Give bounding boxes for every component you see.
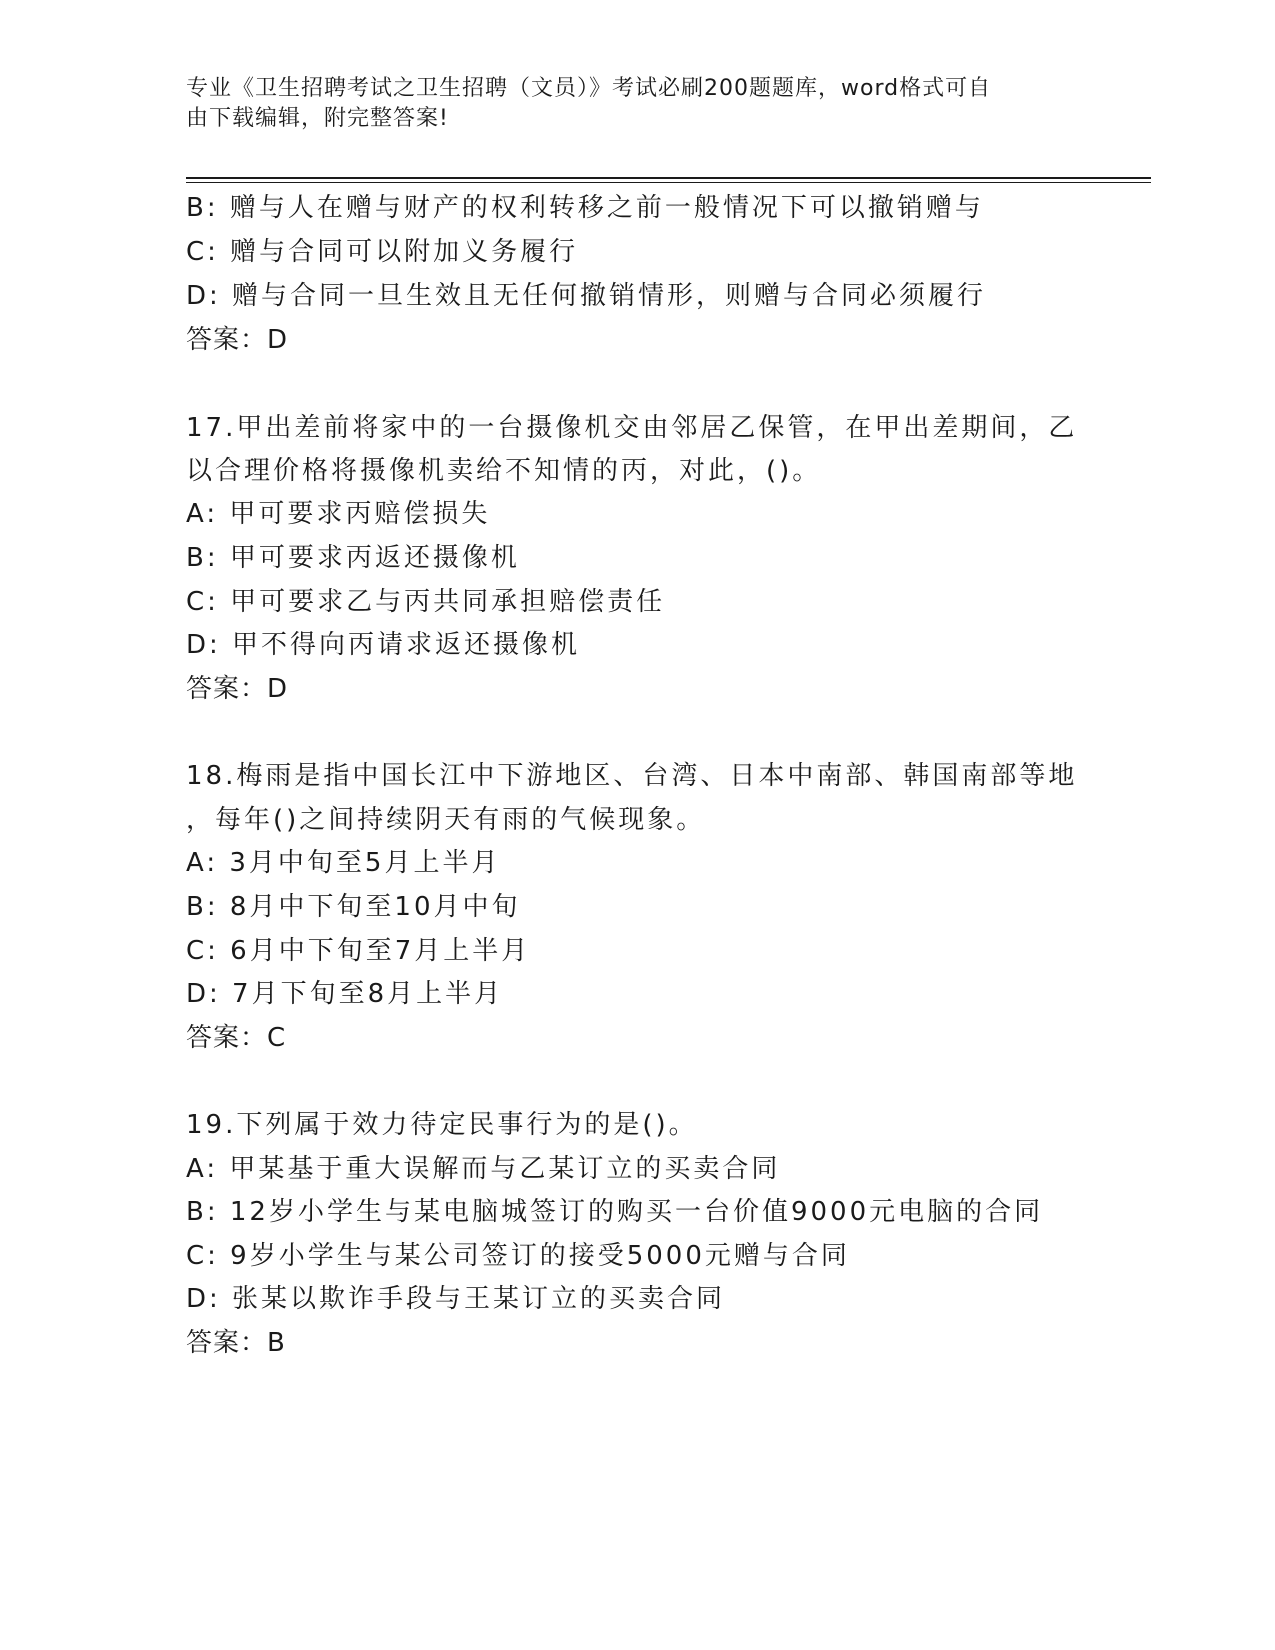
q16-option-d: D: 赠与合同一旦生效且无任何撤销情形，则赠与合同必须履行 — [186, 281, 987, 311]
q17-stem-line-1: 17.甲出差前将家中的一台摄像机交由邻居乙保管，在甲出差期间，乙 — [186, 413, 1078, 443]
q19-option-c: C: 9岁小学生与某公司签订的接受5000元赠与合同 — [186, 1241, 850, 1271]
document-header — [186, 74, 1066, 134]
header-line-2: 由下载编辑，附完整答案! — [186, 106, 449, 131]
q18-option-d: D: 7月下旬至8月上半月 — [186, 979, 504, 1009]
q19-option-d: D: 张某以欺诈手段与王某订立的买卖合同 — [186, 1284, 726, 1314]
q18-option-a: A: 3月中旬至5月上半月 — [186, 848, 501, 878]
header-line-1: 专业《卫生招聘考试之卫生招聘（文员）》考试必刷200题题库，word格式可自 — [186, 76, 992, 101]
q17-option-c: C: 甲可要求乙与丙共同承担赔偿责任 — [186, 587, 666, 617]
q18-option-b: B: 8月中下旬至10月中旬 — [186, 892, 521, 922]
q19-answer: 答案：B — [186, 1328, 286, 1358]
q19-option-a: A: 甲某基于重大误解而与乙某订立的买卖合同 — [186, 1154, 781, 1184]
q17-stem-line-2: 以合理价格将摄像机卖给不知情的丙，对此，()。 — [186, 456, 822, 486]
q18-option-c: C: 6月中下旬至7月上半月 — [186, 936, 531, 966]
q18-answer: 答案：C — [186, 1023, 287, 1053]
q17-answer: 答案：D — [186, 674, 289, 704]
q16-option-c: C: 赠与合同可以附加义务履行 — [186, 237, 579, 267]
q18-stem-line-2: ，每年()之间持续阴天有雨的气候现象。 — [186, 805, 706, 835]
q16-option-b: B: 赠与人在赠与财产的权利转移之前一般情况下可以撤销赠与 — [186, 193, 984, 223]
header-divider-thick — [186, 177, 1151, 179]
q17-option-d: D: 甲不得向丙请求返还摄像机 — [186, 630, 581, 660]
q19-stem-line-1: 19.下列属于效力待定民事行为的是()。 — [186, 1110, 698, 1140]
q17-option-a: A: 甲可要求丙赔偿损失 — [186, 499, 491, 529]
q18-stem-line-1: 18.梅雨是指中国长江中下游地区、台湾、日本中南部、韩国南部等地 — [186, 761, 1078, 791]
q16-answer: 答案：D — [186, 325, 289, 355]
header-divider-thin — [186, 182, 1151, 183]
q19-option-b: B: 12岁小学生与某电脑城签订的购买一台价值9000元电脑的合同 — [186, 1197, 1044, 1227]
q17-option-b: B: 甲可要求丙返还摄像机 — [186, 543, 520, 573]
